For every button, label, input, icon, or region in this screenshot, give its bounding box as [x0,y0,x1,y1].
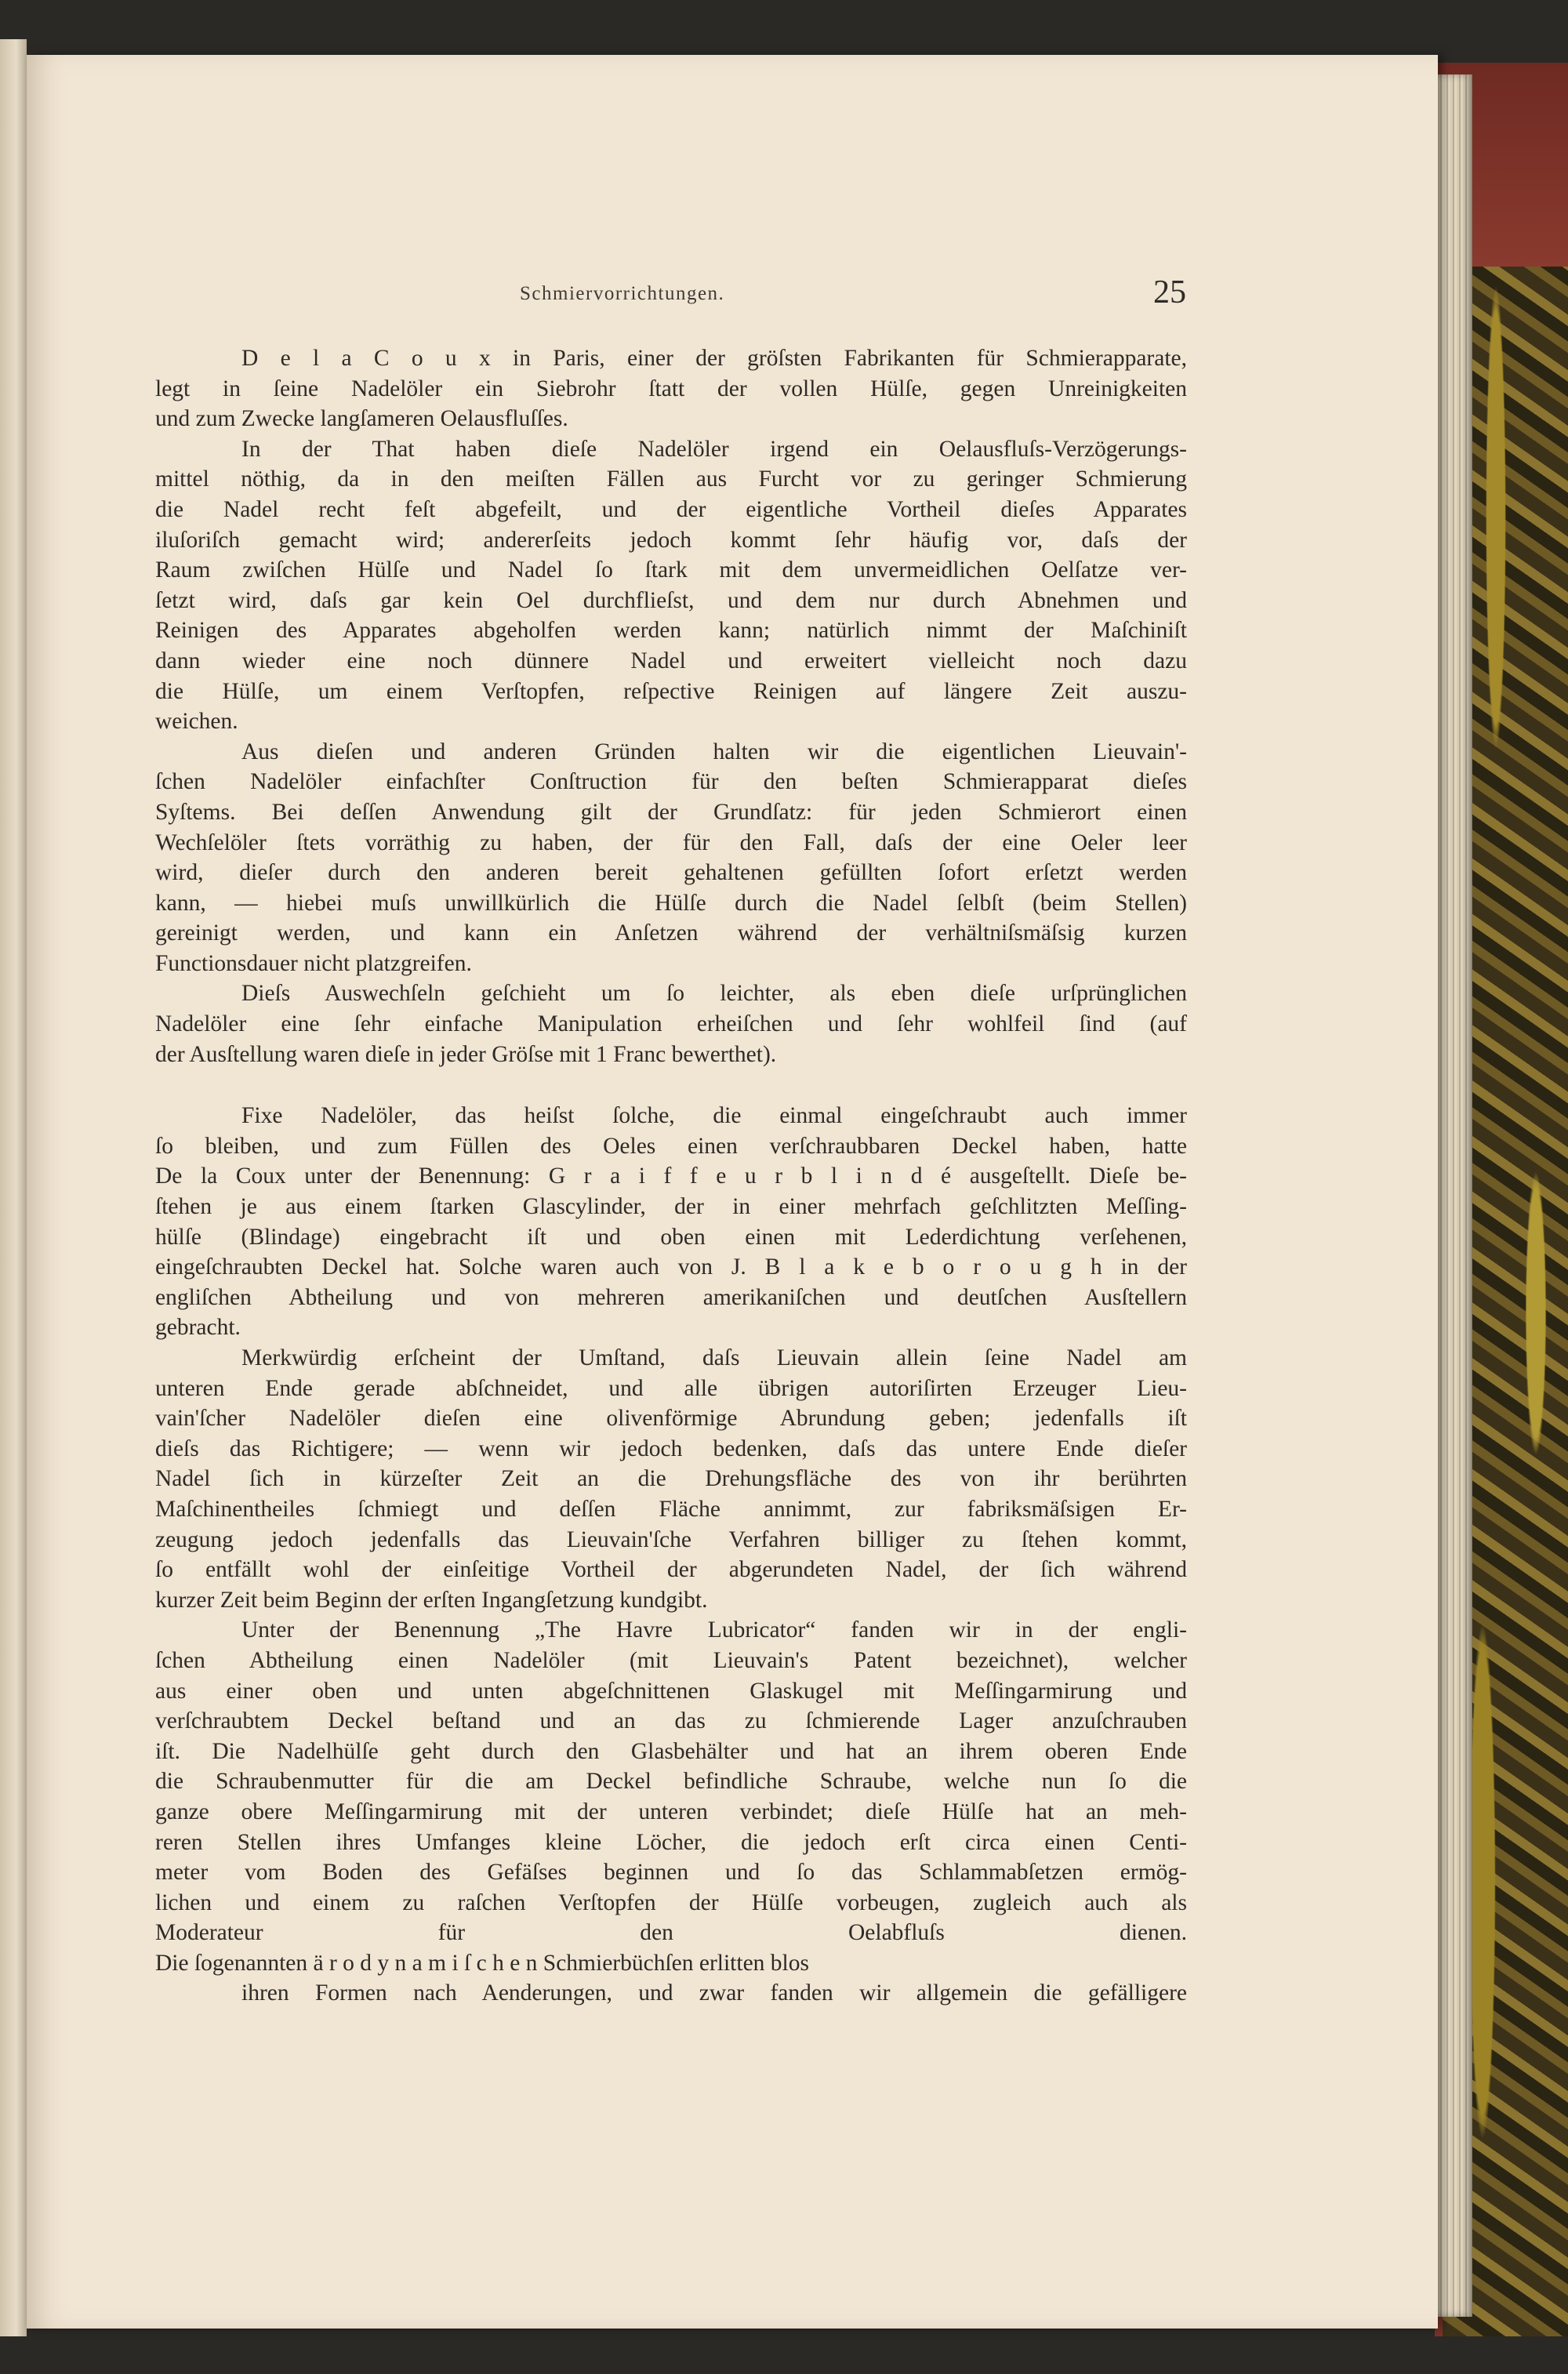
text-line: legt in ſeine Nadelöler ein Siebrohr ſtatt der vollen Hülſe, gegen Unreinigkeiten [155,376,1187,401]
page-header [520,274,1186,313]
text-line: kann, — hiebei muſs unwillkürlich die Hülſe durch die Nadel ſelbſt (beim Stellen) [155,890,1187,916]
text-line: reren Stellen ihres Umfanges kleine Löcher, die jedoch erſt circa einen Centi- [155,1829,1187,1855]
text-line: ganze obere Meſſingarmirung mit der unteren verbindet; dieſe Hülſe hat an meh- [155,1799,1187,1824]
text-line: Raum zwiſchen Hülſe und Nadel ſo ſtark mit dem unvermeidlichen Oelſatze ver- [155,557,1187,583]
text-line: Nadelöler eine ſehr einfache Manipulation erheiſchen und ſehr wohlfeil ſind (auf [155,1011,1187,1037]
text-line: die Nadel recht feſt abgefeilt, und der eigentliche Vortheil dieſes Apparates [155,496,1187,522]
text-line: mittel nöthig, da in den meiſten Fällen aus Furcht vor zu geringer Schmierung [155,466,1187,492]
text-line: vain'ſcher Nadelöler dieſen eine olivenförmige Abrundung geben; jedenfalls iſt [155,1406,1187,1432]
text-line: iſt. Die Nadelhülſe geht durch den Glasbehälter und hat an ihrem oberen Ende [155,1738,1187,1764]
paragraph-gap [155,1069,1187,1101]
text-line: D e l a C o u x in Paris, einer der gröſsten Fabrikanten für Schmierapparate, [241,346,1187,371]
text-line: iluſoriſch gemacht wird; andererſeits jedoch kommt ſehr häufig vor, daſs der [155,527,1187,553]
text-line: unteren Ende gerade abſchneidet, und alle übrigen autoriſirten Erzeuger Lieu- [155,1375,1187,1401]
text-line: dieſs das Richtigere; — wenn wir jedoch bedenken, daſs das untere Ende dieſer [155,1436,1187,1461]
text-line: ſo entfällt wohl der einſeitige Vortheil der abgerundeten Nadel, der ſich während [155,1557,1187,1583]
text-line: Functionsdauer nicht platzgreifen. [155,950,472,976]
text-line: De la Coux unter der Benennung: G r a i f f e u r b l i n d é ausgeſtellt. Dieſe be- [155,1163,1187,1189]
text-line: Fixe Nadelöler, das heiſst ſolche, die einmal eingeſchraubt auch immer [241,1103,1187,1129]
text-line: hülſe (Blindage) eingebracht iſt und oben einen mit Lederdichtung verſehenen, [155,1224,1187,1250]
text-line: gereinigt werden, und kann ein Anſetzen während der verhältniſsmäſsig kurzen [155,920,1187,946]
text-line: ſo bleiben, und zum Füllen des Oeles einen verſchraubbaren Deckel haben, hatte [155,1133,1187,1159]
facing-page-edge [0,39,27,2336]
text-line: engliſchen Abtheilung und von mehreren amerikaniſchen und deutſchen Ausſtellern [155,1284,1187,1310]
text-line: eingeſchraubten Deckel hat. Solche waren auch von J. B l a k e b o r o u g h in der [155,1254,1187,1280]
text-line: dann wieder eine noch dünnere Nadel und erweitert vielleicht noch dazu [155,648,1187,673]
text-line: der Ausſtellung waren dieſe in jeder Gröſse mit 1 Franc bewerthet). [155,1041,777,1067]
text-line: die Schraubenmutter für die am Deckel befindliche Schraube, welche nun ſo die [155,1769,1187,1795]
text-line: zeugung jedoch jedenfalls das Lieuvain'ſche Verfahren billiger zu ſtehen kommt, [155,1526,1187,1552]
text-line: In der That haben dieſe Nadelöler irgend ein Oelausfluſs-Verzögerungs- [241,436,1187,462]
text-line: Aus dieſen und anderen Gründen halten wir die eigentlichen Lieuvain'- [241,739,1187,764]
text-line: ſetzt wird, daſs gar kein Oel durchflieſst, und dem nur durch Abnehmen und [155,587,1187,613]
text-line: aus einer oben und unten abgeſchnittenen Glaskugel mit Meſſingarmirung und [155,1678,1187,1704]
text-line: verſchraubtem Deckel beſtand und an das zu ſchmierende Lager anzuſchrauben [155,1708,1187,1734]
text-line: Unter der Benennung „The Havre Lubricator“ fanden wir in der engli- [241,1617,1187,1643]
text-line: Reinigen des Apparates abgeholfen werden kann; natürlich nimmt der Maſchiniſt [155,618,1187,644]
text-line: Wechſelöler ſtets vorräthig zu haben, der für den Fall, daſs der eine Oeler leer [155,829,1187,855]
text-line: Die ſogenannten ä r o d y n a m i ſ c h e n Schmierbüchſen erlitten blos [155,1950,809,1976]
text-line: Merkwürdig erſcheint der Umſtand, daſs Lieuvain allein ſeine Nadel am [241,1345,1187,1370]
text-line: ſchen Abtheilung einen Nadelöler (mit Lieuvain's Patent bezeichnet), welcher [155,1647,1187,1673]
text-line: Maſchinentheiles ſchmiegt und deſſen Fläche annimmt, zur fabriksmäſsigen Er- [155,1496,1187,1522]
text-line: lichen und einem zu raſchen Verſtopfen der Hülſe vorbeugen, zugleich auch als [155,1889,1187,1915]
text-line: meter vom Boden des Gefäſses beginnen und ſo das Schlammabſetzen ermög- [155,1860,1187,1886]
text-line: wird, dieſer durch den anderen bereit gehaltenen gefüllten ſofort erſetzt werden [155,860,1187,886]
body-text [155,343,1187,2039]
text-line: ſchen Nadelöler einfachſter Conſtruction für den beſten Schmierapparat dieſes [155,769,1187,795]
text-line [155,2009,1187,2039]
text-line: weichen. [155,709,238,735]
running-title: Schmiervorrichtungen. [520,283,725,304]
text-line: Dieſs Auswechſeln geſchieht um ſo leichter, als eben dieſe urſprünglichen [241,981,1187,1007]
text-line: Nadel ſich in kürzeſter Zeit an die Drehungsfläche des von ihr berührten [155,1466,1187,1492]
text-line: kurzer Zeit beim Beginn der erſten Ingangſetzung kundgibt. [155,1587,708,1613]
text-line: die Hülſe, um einem Verſtopfen, reſpective Reinigen auf längere Zeit auszu- [155,678,1187,704]
text-line: gebracht. [155,1315,241,1341]
page-number: 25 [1153,274,1186,310]
text-line: und zum Zwecke langſameren Oelausfluſſes. [155,406,568,432]
text-line: Moderateur für den Oelabfluſs dienen. [155,1920,1187,1946]
text-line: ihren Formen nach Aenderungen, und zwar fanden wir allgemein die gefälligere [241,1980,1187,2006]
text-line: Syſtems. Bei deſſen Anwendung gilt der Grundſatz: für jeden Schmierort einen [155,799,1187,825]
text-line: ſtehen je aus einem ſtarken Glascylinder, der in einer mehrfach geſchlitzten Meſſing- [155,1194,1187,1220]
